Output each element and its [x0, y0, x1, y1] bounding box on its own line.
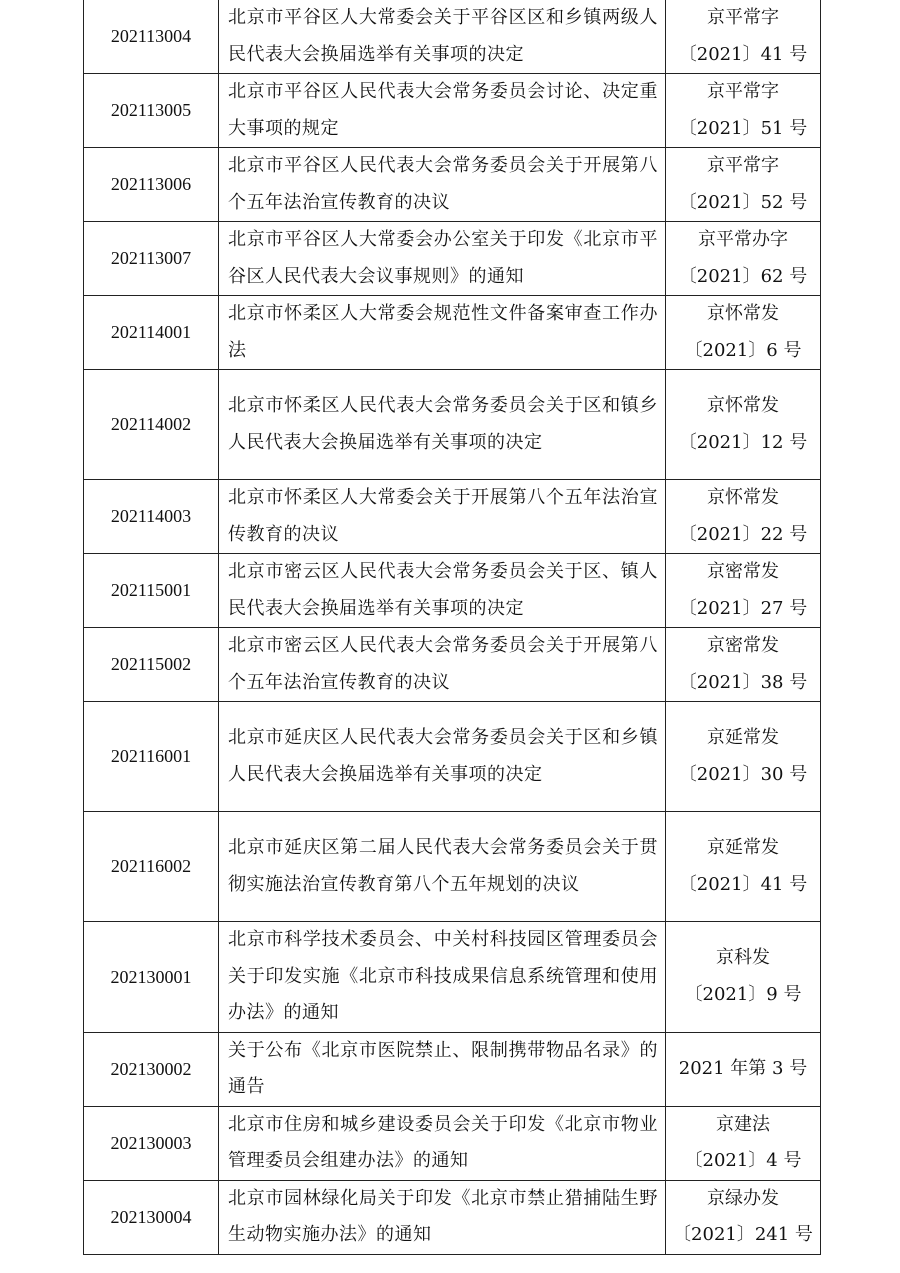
document-number-cell [666, 0, 821, 74]
document-number-cell [666, 554, 821, 628]
document-number-cell [666, 296, 821, 370]
document-number: 〔2021〕51 号 [678, 117, 808, 139]
document-code-cell: 202113004 [84, 0, 219, 74]
document-code-cell: 202113007 [84, 222, 219, 296]
table-row [84, 0, 821, 74]
document-code-cell: 202114003 [84, 480, 219, 554]
document-number: 〔2021〕27 号 [678, 597, 808, 619]
issuer-prefix: 2021 年第 3 号 [678, 1057, 808, 1079]
document-title: 北京市平谷区人大常委会关于平谷区区和乡镇两级人民代表大会换届选举有关事项的决定 [228, 7, 658, 65]
document-code-cell: 202114001 [84, 296, 219, 370]
table-row [84, 148, 821, 222]
document-title-cell [219, 1106, 666, 1180]
issuer-prefix: 京怀常发 [707, 487, 779, 508]
issuer-prefix: 京延常发 [707, 727, 779, 748]
document-title: 北京市平谷区人民代表大会常务委员会讨论、决定重大事项的规定 [228, 81, 658, 139]
table-row [84, 554, 821, 628]
issuer-prefix: 京怀常发 [707, 395, 779, 416]
document-code-cell: 202115002 [84, 628, 219, 702]
table-row [84, 628, 821, 702]
table-row [84, 1106, 821, 1180]
document-title-cell [219, 812, 666, 922]
document-number-cell [666, 812, 821, 922]
issuer-prefix: 京平常字 [707, 81, 779, 102]
document-number: 〔2021〕38 号 [678, 671, 808, 693]
document-title-cell [219, 148, 666, 222]
document-code-cell: 202116002 [84, 812, 219, 922]
issuer-prefix: 京怀常发 [707, 303, 779, 324]
document-code-cell: 202130002 [84, 1032, 219, 1106]
document-code-cell: 202130003 [84, 1106, 219, 1180]
table-row [84, 1180, 821, 1254]
table-row [84, 922, 821, 1033]
document-code-cell: 202114002 [84, 370, 219, 480]
document-number-cell [666, 1032, 821, 1106]
document-title: 北京市住房和城乡建设委员会关于印发《北京市物业管理委员会组建办法》的通知 [228, 1113, 658, 1171]
document-number-cell [666, 1180, 821, 1254]
issuer-prefix: 京密常发 [707, 561, 779, 582]
document-number-cell [666, 702, 821, 812]
document-number-cell [666, 1106, 821, 1180]
document-title: 北京市园林绿化局关于印发《北京市禁止猎捕陆生野生动物实施办法》的通知 [228, 1187, 658, 1245]
document-number: 〔2021〕12 号 [678, 431, 808, 453]
document-number: 〔2021〕62 号 [678, 265, 808, 287]
document-code-cell: 202113005 [84, 74, 219, 148]
document-number-cell [666, 74, 821, 148]
document-number: 〔2021〕4 号 [684, 1150, 802, 1171]
document-title-cell [219, 628, 666, 702]
document-title: 北京市延庆区人民代表大会常务委员会关于区和乡镇人民代表大会换届选举有关事项的决定 [228, 727, 658, 785]
document-title: 北京市怀柔区人大常委会规范性文件备案审查工作办法 [228, 303, 658, 361]
issuer-prefix: 京平常字 [707, 155, 779, 176]
document-code-cell: 202115001 [84, 554, 219, 628]
document-title-cell [219, 480, 666, 554]
document-title-cell [219, 702, 666, 812]
document-code-cell: 202130001 [84, 922, 219, 1033]
document-title-cell [219, 1032, 666, 1106]
document-number-cell [666, 628, 821, 702]
document-title: 北京市密云区人民代表大会常务委员会关于区、镇人民代表大会换届选举有关事项的决定 [228, 561, 658, 619]
document-code-cell: 202113006 [84, 148, 219, 222]
document-code-cell: 202116001 [84, 702, 219, 812]
document-title: 关于公布《北京市医院禁止、限制携带物品名录》的通告 [228, 1039, 658, 1097]
document-title-cell [219, 0, 666, 74]
document-number: 〔2021〕9 号 [684, 983, 802, 1005]
document-title-cell [219, 554, 666, 628]
document-number-cell [666, 922, 821, 1033]
table-row [84, 222, 821, 296]
issuer-prefix: 京建法 [716, 1113, 770, 1135]
document-title: 北京市延庆区第二届人民代表大会常务委员会关于贯彻实施法治宣传教育第八个五年规划的决议 [228, 837, 658, 895]
document-title-cell [219, 74, 666, 148]
document-title-cell [219, 922, 666, 1033]
table-row [84, 370, 821, 480]
document-number-cell [666, 370, 821, 480]
document-number: 〔2021〕22 号 [678, 523, 808, 545]
table-row [84, 74, 821, 148]
document-title: 北京市怀柔区人大常委会关于开展第八个五年法治宣传教育的决议 [228, 487, 658, 545]
table-row [84, 1032, 821, 1106]
table-row [84, 480, 821, 554]
document-title-cell [219, 1180, 666, 1254]
issuer-prefix: 京延常发 [707, 837, 779, 858]
document-number: 〔2021〕30 号 [678, 763, 808, 785]
document-title-cell [219, 222, 666, 296]
issuer-prefix: 京科发 [716, 947, 770, 969]
document-number: 〔2021〕52 号 [678, 191, 808, 213]
issuer-prefix: 京平常字 [707, 7, 779, 28]
document-number: 〔2021〕241 号 [673, 1224, 813, 1245]
issuer-prefix: 京绿办发 [707, 1187, 779, 1209]
document-code-cell: 202130004 [84, 1180, 219, 1254]
document-number-cell [666, 480, 821, 554]
document-title: 北京市怀柔区人民代表大会常务委员会关于区和镇乡人民代表大会换届选举有关事项的决定 [228, 395, 658, 453]
document-title: 北京市平谷区人民代表大会常务委员会关于开展第八个五年法治宣传教育的决议 [228, 155, 658, 213]
document-number: 〔2021〕41 号 [678, 43, 808, 65]
table-body [84, 0, 821, 1254]
table-row [84, 812, 821, 922]
document-number-cell [666, 148, 821, 222]
document-title: 北京市密云区人民代表大会常务委员会关于开展第八个五年法治宣传教育的决议 [228, 635, 658, 693]
document-title-cell [219, 370, 666, 480]
document-number: 〔2021〕6 号 [684, 339, 802, 361]
regulation-table [83, 0, 821, 1255]
document-number-cell [666, 222, 821, 296]
issuer-prefix: 京密常发 [707, 635, 779, 656]
issuer-prefix: 京平常办字 [698, 229, 788, 250]
document-title-cell [219, 296, 666, 370]
table-row [84, 296, 821, 370]
document-title: 北京市平谷区人大常委会办公室关于印发《北京市平谷区人民代表大会议事规则》的通知 [228, 229, 658, 287]
document-title: 北京市科学技术委员会、中关村科技园区管理委员会关于印发实施《北京市科技成果信息系统管理和使用办法》的通知 [228, 929, 658, 1023]
table-row [84, 702, 821, 812]
document-number: 〔2021〕41 号 [678, 873, 808, 895]
